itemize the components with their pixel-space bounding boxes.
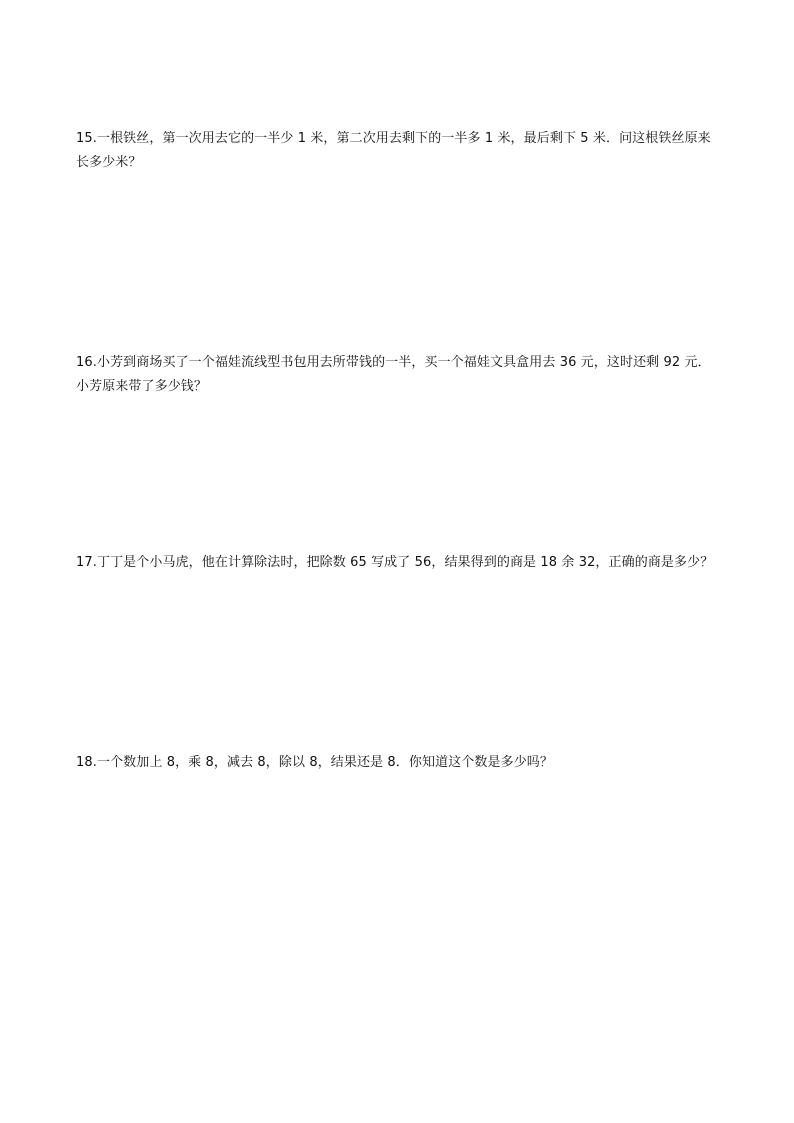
question-15: 15.一根铁丝，第一次用去它的一半少 1 米，第二次用去剩下的一半多 1 米，最后剩下 5 米．问这根铁丝原来长多少米？ — [76, 131, 711, 170]
question-17: 17.丁丁是个小马虎，他在计算除法时，把除数 65 写成了 56，结果得到的商是 18 余 32，正确的商是多少？ — [76, 555, 714, 570]
question-18: 18.一个数加上 8，乘 8，减去 8，除以 8，结果还是 8．你知道这个数是多少吗？ — [76, 755, 553, 770]
question-16: 16.小芳到商场买了一个福娃流线型书包用去所带钱的一半，买一个福娃文具盒用去 36 元，这时还剩 92 元．小芳原来带了多少钱？ — [76, 355, 711, 394]
